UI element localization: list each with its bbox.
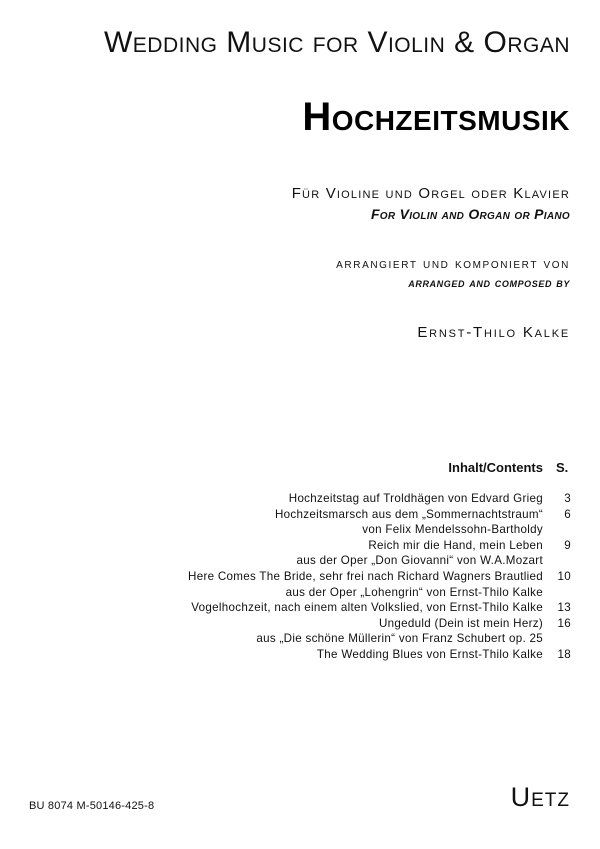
toc-entry-title: Hochzeitsmarsch aus dem „Sommernachtstraum“ [274, 507, 543, 521]
toc-entry-title: Vogelhochzeit, nach einem alten Volkslied, von Ernst-Thilo Kalke [191, 601, 543, 615]
toc-entry-title: Ungeduld (Dein ist mein Herz) [379, 616, 543, 630]
toc-entry [0, 569, 600, 585]
toc-entry [0, 507, 600, 523]
toc-entry [0, 631, 600, 647]
table-of-contents [0, 491, 600, 663]
toc-entry-page: 9 [564, 538, 571, 552]
toc-entry-title: von Felix Mendelssohn-Bartholdy [362, 523, 543, 537]
instrumentation-english: For Violin and Organ or Piano [370, 206, 570, 222]
toc-entry-title: Here Comes The Bride, sehr frei nach Richard Wagners Brautlied [188, 569, 543, 583]
toc-entry [0, 647, 600, 663]
toc-entry [0, 553, 600, 569]
toc-entry-page: 3 [564, 492, 571, 505]
instrumentation-german: Für Violine und Orgel oder Klavier [291, 185, 570, 202]
toc-heading: Inhalt/Contents [448, 460, 543, 475]
toc-entry-page: 6 [564, 507, 571, 521]
catalog-number: BU 8074 M-50146-425-8 [29, 800, 155, 812]
toc-entry-page: 18 [557, 647, 571, 661]
arranged-by-german: arrangiert und komponiert von [336, 255, 570, 271]
toc-entry [0, 491, 600, 507]
publisher-logo: Uetz [510, 782, 570, 812]
toc-entry-title: aus der Oper „Lohengrin“ von Ernst-Thilo Kalke [285, 585, 543, 599]
toc-page-heading: S. [556, 460, 569, 475]
toc-entry-page: 10 [557, 569, 571, 583]
toc-entry [0, 585, 600, 601]
toc-entry-title: The Wedding Blues von Ernst-Thilo Kalke [316, 647, 543, 661]
toc-entry-page: 16 [557, 616, 571, 630]
toc-entry [0, 616, 600, 632]
toc-entry [0, 522, 600, 538]
arranged-by-english: arranged and composed by [408, 275, 570, 290]
toc-entry-page: 13 [557, 601, 571, 615]
toc-entry-title: Hochzeitstag auf Troldhägen von Edvard Grieg [288, 492, 543, 505]
toc-entry-title: aus der Oper „Don Giovanni“ von W.A.Mozart [296, 554, 543, 568]
toc-entry-title: aus „Die schöne Müllerin“ von Franz Schubert op. 25 [256, 632, 543, 646]
composer-name: Ernst-Thilo Kalke [417, 324, 570, 341]
toc-entry [0, 538, 600, 554]
toc-entry [0, 600, 600, 616]
collection-title: Wedding Music for Violin & Organ [103, 26, 570, 59]
toc-entry-title: Reich mir die Hand, mein Leben [368, 538, 543, 552]
page-title: Hochzeitsmusik [302, 95, 570, 139]
